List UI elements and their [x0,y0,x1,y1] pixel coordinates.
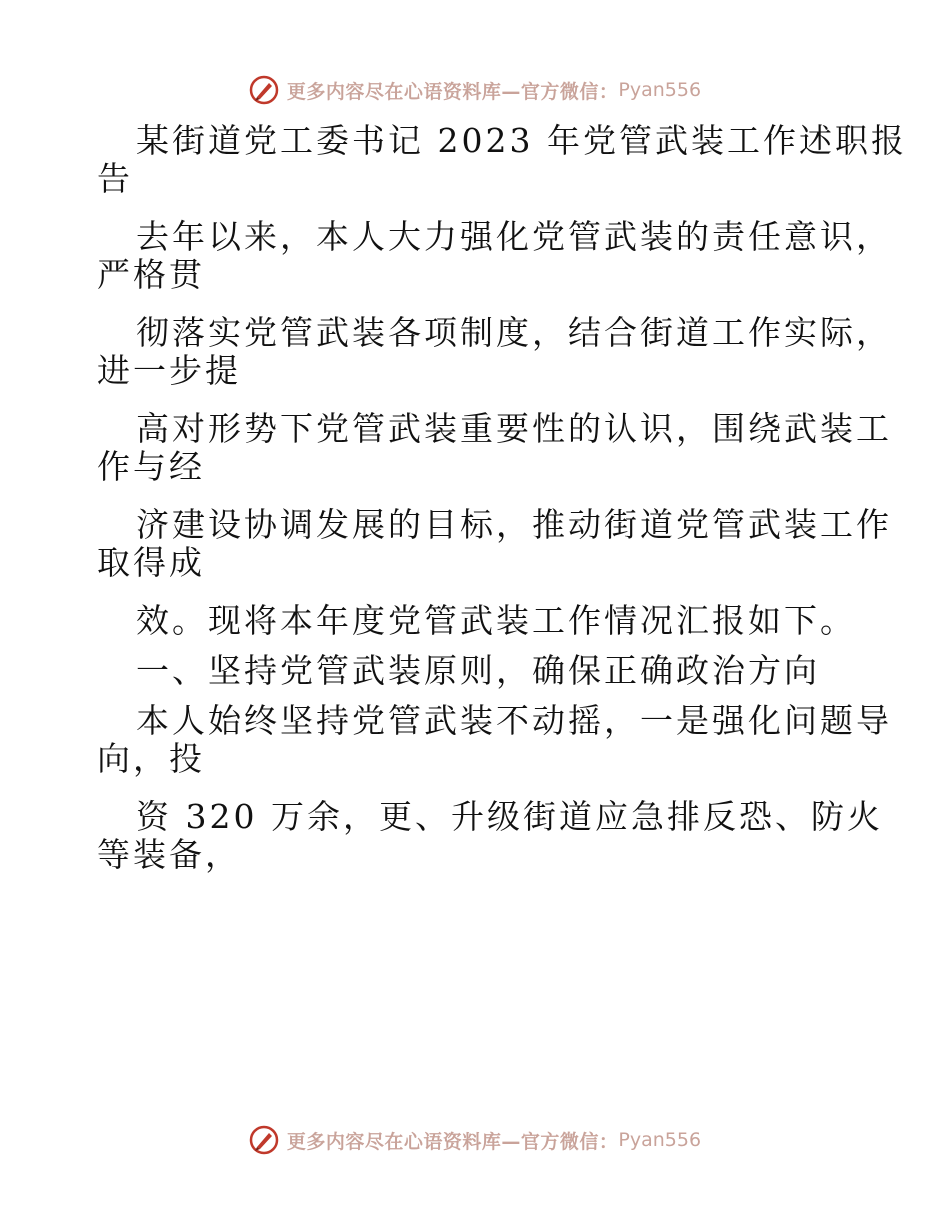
paragraph-line: 去年以来，本人大力强化党管武装的责任意识， [136,217,892,256]
paragraph-line: 高对形势下党管武装重要性的认识，围绕武装工 [136,409,892,448]
paragraph-line: 进一步提 [97,351,241,390]
paragraph-line: 等装备， [97,835,241,874]
section-heading: 一、坚持党管武装原则，确保正确政治方向 [136,651,820,690]
paragraph-line: 本人始终坚持党管武装不动摇，一是强化问题导 [136,701,892,740]
paragraph-line: 作与经 [97,447,205,486]
title-line-cont: 告 [97,159,133,198]
banner-wechat-id: Pyan556 [618,79,702,101]
paragraph-line: 济建设协调发展的目标，推动街道党管武装工作 [136,505,892,544]
pen-logo-icon [249,75,279,105]
paragraph-line: 彻落实党管武装各项制度，结合街道工作实际， [136,313,892,352]
paragraph-line: 取得成 [97,543,205,582]
banner-wechat-id: Pyan556 [618,1129,702,1151]
header-watermark-banner [0,70,950,110]
pen-logo-icon [249,1125,279,1155]
document-body [97,121,907,874]
banner-text: 更多内容尽在心语资料库—官方微信： [286,1130,619,1153]
paragraph-line: 向，投 [97,739,205,778]
paragraph-line: 资 320 万余，更、升级街道应急排反恐、防火 [136,797,883,836]
banner-text: 更多内容尽在心语资料库—官方微信： [286,80,619,103]
paragraph-line: 效。现将本年度党管武装工作情况汇报如下。 [136,601,856,640]
title-line: 某街道党工委书记 2023 年党管武装工作述职报 [136,121,907,160]
paragraph-line: 严格贯 [97,255,205,294]
footer-watermark-banner [0,1120,950,1160]
